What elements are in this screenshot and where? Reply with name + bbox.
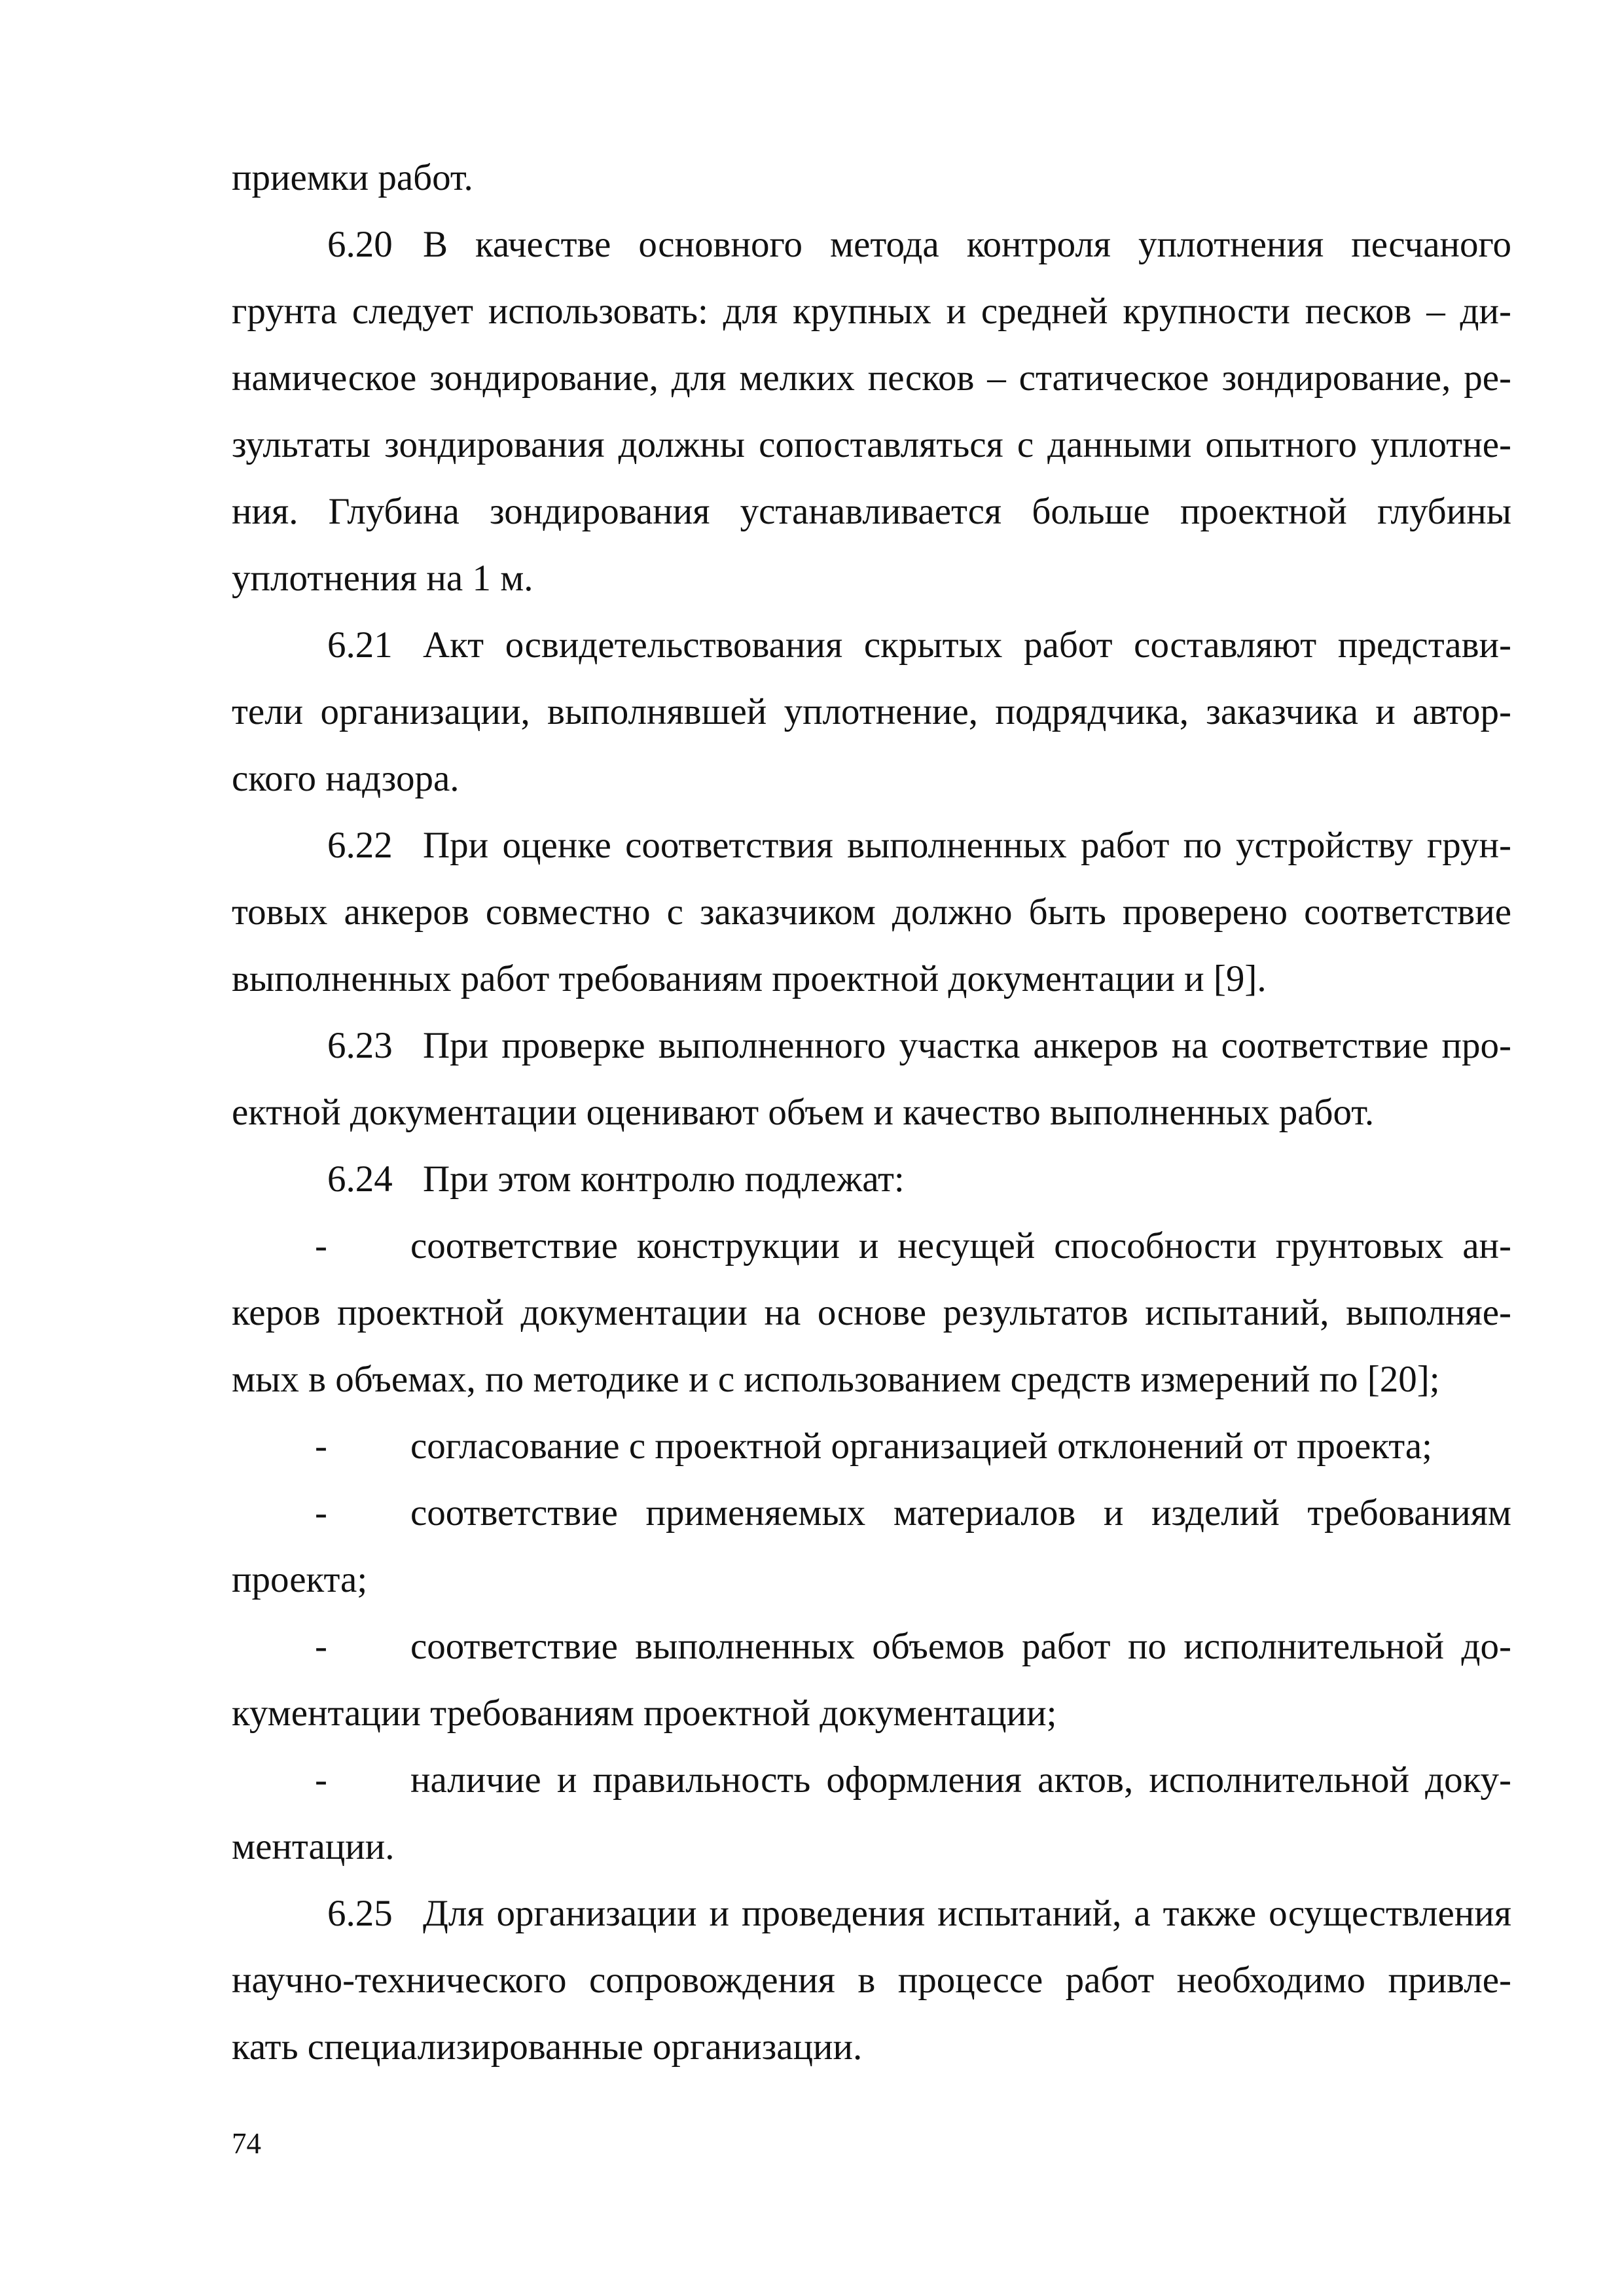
text-line	[232, 878, 1511, 946]
page-number: 74	[232, 2127, 261, 2160]
section-number: 6.23	[327, 1025, 393, 1066]
line-text: Акт освидетельствования скрытых работ составляют представи-	[423, 624, 1511, 666]
list-dash: -	[315, 1426, 327, 1467]
text-line	[232, 144, 1511, 212]
text-line	[232, 1079, 1511, 1147]
list-item-line	[232, 1613, 1511, 1681]
section-6-21-line	[232, 611, 1511, 679]
line-text: При этом контролю подлежат:	[423, 1158, 905, 1200]
line-text: При проверке выполненного участка анкеров на соответствие про-	[423, 1025, 1511, 1066]
section-6-25-line	[232, 1880, 1511, 1948]
section-6-23-line	[232, 1012, 1511, 1080]
line-text: приемки работ.	[232, 157, 473, 198]
text-line	[232, 1813, 1511, 1881]
text-line	[232, 1346, 1511, 1414]
text-line	[232, 1946, 1511, 2015]
line-text: зультаты зондирования должны сопоставляться с данными опытного уплотне-	[232, 424, 1511, 465]
text-line	[232, 545, 1511, 613]
text-line	[232, 945, 1511, 1013]
line-text: проекта;	[232, 1559, 368, 1600]
line-text: В качестве основного метода контроля уплотнения песчаного	[423, 224, 1511, 265]
line-text: тели организации, выполнявшей уплотнение, подрядчика, заказчика и автор-	[232, 691, 1511, 732]
line-text: кать специализированные организации.	[232, 2026, 863, 2068]
line-text: выполненных работ требованиям проектной документации и [9].	[232, 958, 1267, 999]
text-line	[232, 678, 1511, 746]
list-item-line	[232, 1746, 1511, 1814]
text-line	[232, 1546, 1511, 1614]
list-item-line	[232, 1212, 1511, 1280]
line-text: соответствие выполненных объемов работ по исполнительной до-	[410, 1626, 1511, 1667]
line-text: ния. Глубина зондирования устанавливается больше проектной глубины	[232, 491, 1511, 532]
line-text: керов проектной документации на основе результатов испытаний, выполняе-	[232, 1292, 1511, 1333]
line-text: товых анкеров совместно с заказчиком должно быть проверено соответствие	[232, 891, 1511, 933]
line-text: ского надзора.	[232, 758, 460, 799]
list-dash: -	[315, 1759, 327, 1801]
section-number: 6.21	[327, 624, 393, 666]
section-number: 6.25	[327, 1893, 393, 1934]
section-6-24-line	[232, 1145, 1511, 1213]
section-number: 6.20	[327, 224, 393, 265]
section-6-20-line	[232, 211, 1511, 279]
line-text: Для организации и проведения испытаний, а также осуществления	[423, 1893, 1511, 1934]
line-text: наличие и правильность оформления актов, исполнительной доку-	[410, 1759, 1511, 1801]
line-text: ментации.	[232, 1826, 395, 1867]
line-text: мых в объемах, по методике и с использованием средств измерений по [20];	[232, 1359, 1440, 1400]
line-text: При оценке соответствия выполненных работ по устройству грун-	[423, 825, 1511, 866]
list-item-line	[232, 1479, 1511, 1547]
line-text: намическое зондирование, для мелких песков – статическое зондирование, ре-	[232, 357, 1511, 399]
list-dash: -	[315, 1225, 327, 1266]
line-text: ектной документации оценивают объем и качество выполненных работ.	[232, 1092, 1375, 1133]
text-line	[232, 411, 1511, 479]
text-line	[232, 1279, 1511, 1347]
line-text: согласование с проектной организацией отклонений от проекта;	[410, 1426, 1433, 1467]
list-dash: -	[315, 1626, 327, 1667]
text-line	[232, 278, 1511, 346]
line-text: грунта следует использовать: для крупных и средней крупности песков – ди-	[232, 291, 1511, 332]
text-line	[232, 1679, 1511, 1748]
list-dash: -	[315, 1492, 327, 1534]
list-item-line	[232, 1412, 1511, 1480]
section-6-22-line	[232, 812, 1511, 880]
text-line	[232, 478, 1511, 546]
line-text: соответствие конструкции и несущей способности грунтовых ан-	[410, 1225, 1511, 1266]
line-text: соответствие применяемых материалов и изделий требованиям	[410, 1492, 1511, 1534]
text-line	[232, 344, 1511, 412]
line-text: уплотнения на 1 м.	[232, 558, 533, 599]
text-line	[232, 745, 1511, 813]
section-number: 6.22	[327, 825, 393, 866]
section-number: 6.24	[327, 1158, 393, 1200]
text-line	[232, 2013, 1511, 2081]
line-text: научно-технического сопровождения в процессе работ необходимо привле-	[232, 1960, 1511, 2001]
line-text: кументации требованиям проектной документации;	[232, 1693, 1057, 1734]
